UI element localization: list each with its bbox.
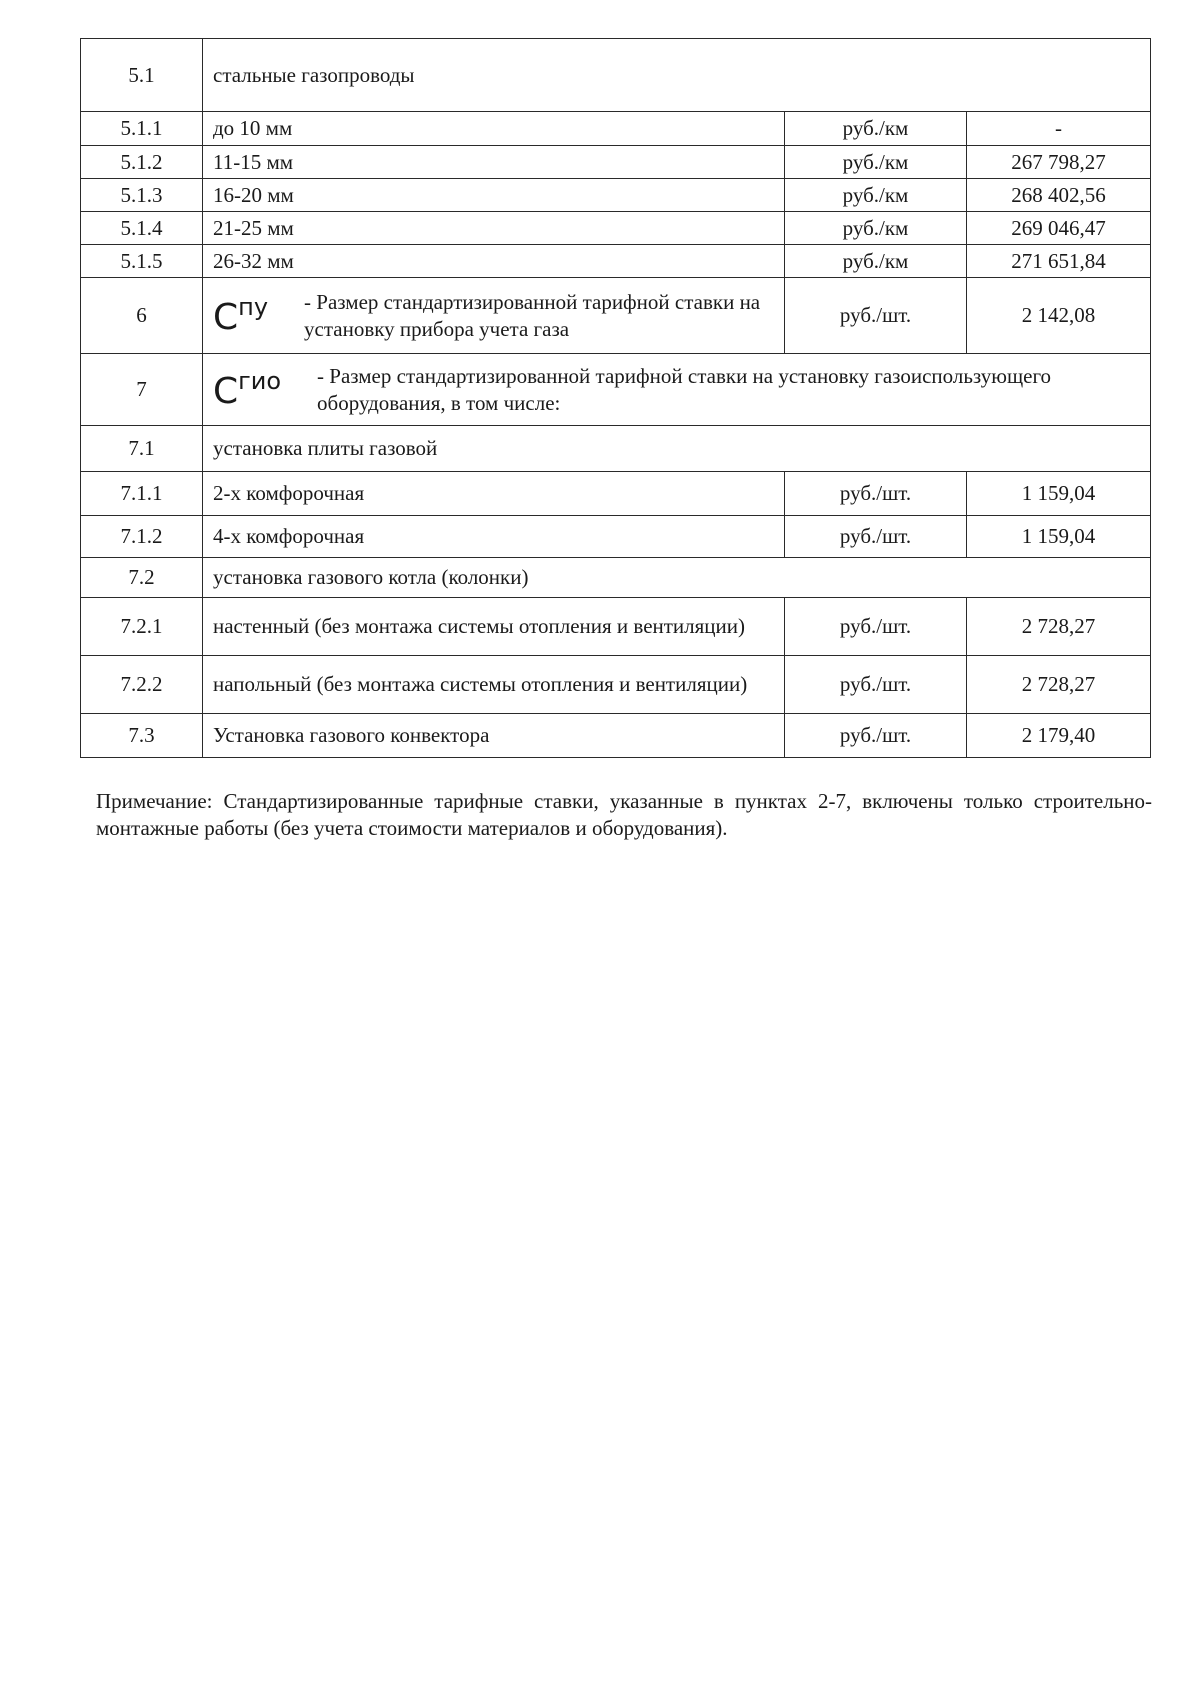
row-name: до 10 мм: [203, 112, 785, 146]
row-unit: руб./шт.: [785, 472, 967, 516]
table-row: [81, 146, 1151, 179]
table-row: [81, 278, 1151, 354]
table-row: [81, 245, 1151, 278]
symbol-block: [213, 363, 1140, 416]
table-row: [81, 656, 1151, 714]
row-unit: руб./км: [785, 146, 967, 179]
symbol-base: С: [213, 371, 239, 413]
row-name: 16-20 мм: [203, 179, 785, 212]
symbol-block: [213, 289, 774, 342]
table-row: [81, 354, 1151, 426]
tariff-symbol: [213, 367, 282, 413]
table-row: [81, 179, 1151, 212]
table-row: [81, 212, 1151, 245]
row-number: 5.1.2: [81, 146, 203, 179]
row-name: Установка газового конвектора: [203, 714, 785, 758]
table-row: [81, 39, 1151, 112]
footnote: Примечание: Стандартизированные тарифные ставки, указанные в пунктах 2-7, включены только строительно-монтажные работы (без учета стоимости материалов и оборудования).: [96, 789, 1152, 841]
tariff-symbol: [213, 293, 269, 339]
row-unit: руб./шт.: [785, 714, 967, 758]
row-number: 7.1.1: [81, 472, 203, 516]
row-name: настенный (без монтажа системы отопления и вентиляции): [203, 598, 785, 656]
row-value: 2 142,08: [967, 278, 1151, 354]
row-value: 269 046,47: [967, 212, 1151, 245]
table-row: [81, 558, 1151, 598]
symbol-superscript: гио: [238, 367, 282, 396]
row-value: -: [967, 112, 1151, 146]
row-unit: руб./км: [785, 179, 967, 212]
row-name: установка газового котла (колонки): [203, 558, 1151, 598]
row-name: 26-32 мм: [203, 245, 785, 278]
row-name: установка плиты газовой: [203, 426, 1151, 472]
row-number: 7: [81, 354, 203, 426]
row-name: напольный (без монтажа системы отопления и вентиляции): [203, 656, 785, 714]
table-row: [81, 516, 1151, 558]
row-name: - Размер стандартизированной тарифной ставки на установку прибора учета газа: [304, 290, 761, 341]
row-unit: руб./км: [785, 112, 967, 146]
row-value: 267 798,27: [967, 146, 1151, 179]
row-value: 1 159,04: [967, 516, 1151, 558]
row-value: 1 159,04: [967, 472, 1151, 516]
row-number: 7.2.1: [81, 598, 203, 656]
table-row: [81, 714, 1151, 758]
tariff-table: [80, 38, 1151, 758]
row-name: - Размер стандартизированной тарифной ставки на установку газоиспользующего оборудования, в том числе:: [317, 364, 1052, 415]
symbol-base: С: [213, 297, 239, 339]
row-number: 7.2: [81, 558, 203, 598]
table-row: [81, 426, 1151, 472]
symbol-superscript: пу: [238, 293, 269, 322]
row-number: 5.1.5: [81, 245, 203, 278]
row-unit: руб./шт.: [785, 278, 967, 354]
row-number: 6: [81, 278, 203, 354]
row-name: 4-х комфорочная: [203, 516, 785, 558]
row-name-cell: [203, 354, 1151, 426]
row-number: 5.1.4: [81, 212, 203, 245]
row-number: 7.1: [81, 426, 203, 472]
row-number: 7.1.2: [81, 516, 203, 558]
row-value: 2 179,40: [967, 714, 1151, 758]
table-row: [81, 112, 1151, 146]
row-number: 7.2.2: [81, 656, 203, 714]
row-number: 5.1.1: [81, 112, 203, 146]
row-value: 268 402,56: [967, 179, 1151, 212]
row-unit: руб./шт.: [785, 516, 967, 558]
row-value: 2 728,27: [967, 656, 1151, 714]
row-unit: руб./км: [785, 245, 967, 278]
row-unit: руб./км: [785, 212, 967, 245]
row-number: 5.1: [81, 39, 203, 112]
row-value: 2 728,27: [967, 598, 1151, 656]
table-row: [81, 598, 1151, 656]
row-unit: руб./шт.: [785, 656, 967, 714]
row-name: 11-15 мм: [203, 146, 785, 179]
row-name: 21-25 мм: [203, 212, 785, 245]
row-name: 2-х комфорочная: [203, 472, 785, 516]
row-unit: руб./шт.: [785, 598, 967, 656]
row-number: 7.3: [81, 714, 203, 758]
row-name-cell: [203, 278, 785, 354]
row-number: 5.1.3: [81, 179, 203, 212]
row-name: стальные газопроводы: [203, 39, 1151, 112]
row-value: 271 651,84: [967, 245, 1151, 278]
table-row: [81, 472, 1151, 516]
